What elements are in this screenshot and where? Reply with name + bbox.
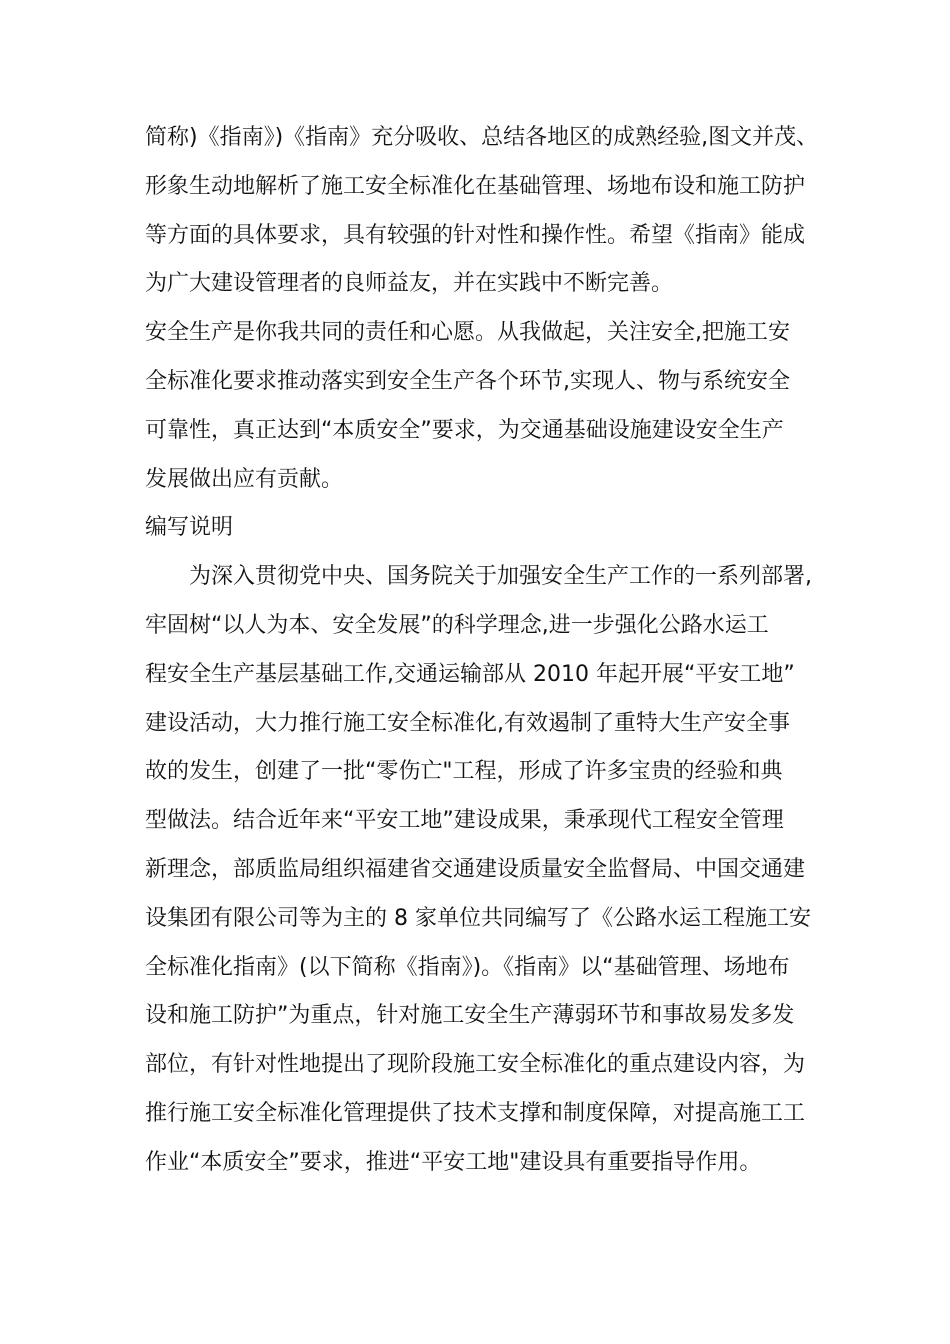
text-line: 简称)《指南》)《指南》充分吸收、总结各地区的成熟经验,图文并茂、 (145, 125, 819, 150)
text-line: 建设活动，大力推行施工安全标准化,有效遏制了重特大生产安全事 (145, 710, 790, 736)
text-line: 可靠性，真正达到“本质安全”要求，为交通基础设施建设安全生产 (145, 417, 784, 443)
text-line: 程安全生产基层基础工作,交通运输部从 2010 年起开展“平安工地” (145, 661, 795, 687)
text-line: 安全生产是你我共同的责任和心愿。从我做起，关注安全,把施工安 (145, 320, 790, 346)
text-line: 型做法。结合近年来“平安工地”建设成果，秉承现代工程安全管理 (145, 808, 784, 834)
text-line: 设集团有限公司等为主的 8 家单位共同编写了《公路水运工程施工安 (145, 905, 811, 931)
text-line: 为深入贯彻党中央、国务院关于加强安全生产工作的一系列部署, (189, 564, 812, 590)
text-line: 全标准化指南》(以下简称《指南》)。《指南》以“基础管理、场地布 (145, 954, 790, 980)
text-line: 作业“本质安全”要求，推进“平安工地"建设具有重要指导作用。 (145, 1149, 762, 1175)
text-line: 推行施工安全标准化管理提供了技术支撑和制度保障，对提高施工工 (145, 1100, 806, 1126)
document-body (145, 114, 819, 1188)
text-line: 部位，有针对性地提出了现阶段施工安全标准化的重点建设内容，为 (145, 1052, 806, 1078)
text-line: 牢固树“以人为本、安全发展”的科学理念,进一步强化公路水运工 (145, 612, 769, 638)
text-line: 新理念，部质监局组织福建省交通建设质量安全监督局、中国交通建 (145, 856, 806, 882)
text-line: 发展做出应有贡献。 (145, 466, 344, 492)
text-line: 形象生动地解析了施工安全标准化在基础管理、场地布设和施工防护 (145, 173, 806, 199)
text-line: 故的发生，创建了一批“零伤亡"工程，形成了许多宝贵的经验和典 (145, 759, 783, 785)
text-line: 等方面的具体要求，具有较强的针对性和操作性。希望《指南》能成 (145, 222, 806, 248)
section-heading: 编写说明 (145, 515, 234, 541)
text-line: 设和施工防护”为重点，针对施工安全生产薄弱环节和事故易发多发 (145, 1003, 795, 1029)
text-line: 为广大建设管理者的良师益友，并在实践中不断完善。 (145, 271, 674, 297)
text-line: 全标准化要求推动落实到安全生产各个环节,实现人、物与系统安全 (145, 368, 790, 394)
